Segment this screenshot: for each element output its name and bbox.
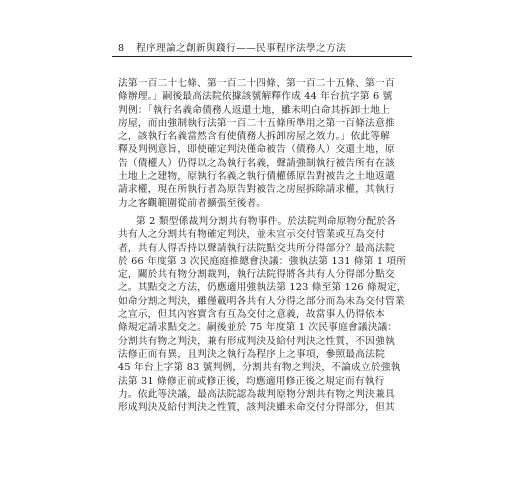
text-line: 定，關於共有物分割裁判，執行法院得將各共有人分得部分點交: [118, 269, 395, 281]
body-text: [118, 77, 408, 414]
text-line: 形成判決及給付判決之性質，該判決雖未命交付分得部分，但其: [118, 402, 395, 414]
text-line: 者，共有人得否持以聲請執行法院點交共所分得部分？最高法院: [118, 242, 395, 254]
text-line: 之。其點交之方法，仍應適用強執法第 123 條至第 126 條規定，: [118, 282, 407, 294]
text-line: 力。依此等決議，最高法院認為裁判原物分割共有物之判決兼具: [118, 388, 395, 400]
page-number: 8: [118, 43, 125, 54]
running-title: 程序理論之創新與踐行——民事程序法學之方法: [136, 43, 347, 54]
text-line: 法第 31 條修正前或修正後，均應適用修正後之規定而有執行: [118, 375, 385, 387]
text-line: 條辦理。」嗣後最高法院依據該號解釋作成 44 年台抗字第 6 號: [118, 91, 393, 103]
text-line: 告（債權人）仍得以之為執行名義，聲請強制執行被告所有在該: [118, 157, 395, 169]
header-rule: [112, 56, 412, 57]
text-line: 法第一百二十七條、第一百二十四條、第一百二十五條、第一百: [118, 78, 395, 89]
text-line: 房屋，而由強制執行法第一百二十五條所準用之第一百條法意推: [118, 117, 395, 129]
text-line: 45 年台上字第 83 號判例，分割共有物之判決，不論成立於強執: [118, 362, 401, 374]
text-line: 分割共有物之判決，兼有形成判決及給付判決之性質，不因強執: [118, 335, 395, 347]
text-line: 釋及判例意旨，即使確定判決僅命被告（債務人）交還土地，原: [118, 144, 395, 156]
text-line: 之，該執行名義當然含有使債務人拆卸房屋之效力。」依此等解: [118, 131, 390, 143]
paragraph-first-line: 第 2 類型係裁判分割共有物事件。於法院判命原物分配於各: [136, 215, 397, 227]
text-line: 土地上之建物，原執行名義之執行債權係原告對被告之土地返還: [118, 171, 395, 183]
text-line: 於 66 年度第 3 次民庭庭推總會決議：強執法第 131 條第 1 項所: [118, 255, 407, 267]
text-line: 力之客觀範圍從前者擴張至後者。: [118, 197, 267, 209]
text-line: 如命分割之判決，雖僅載明各共有人分得之部分而為未為交付管業: [118, 295, 405, 307]
text-line: 條規定請求點交之。嗣後並於 75 年度第 1 次民事庭會議決議：: [118, 322, 398, 334]
text-line: 共有人之分割共有物確定判決，並未宣示交付管業或互為交付: [118, 229, 385, 241]
text-line: 請求權，現在所執行者為原告對被告之房屋拆除請求權，其執行: [118, 184, 395, 196]
text-line: 判例：「執行名義命債務人返還土地，雖未明白命其拆卸土地上: [118, 104, 390, 116]
running-header: [118, 40, 408, 54]
text-line: 法修正而有異，且判決之執行為程序上之事項，參照最高法院: [118, 348, 385, 360]
text-line: 之宣示，但其內容實含有互為交付之意義，故當事人仍得依本: [118, 309, 385, 321]
